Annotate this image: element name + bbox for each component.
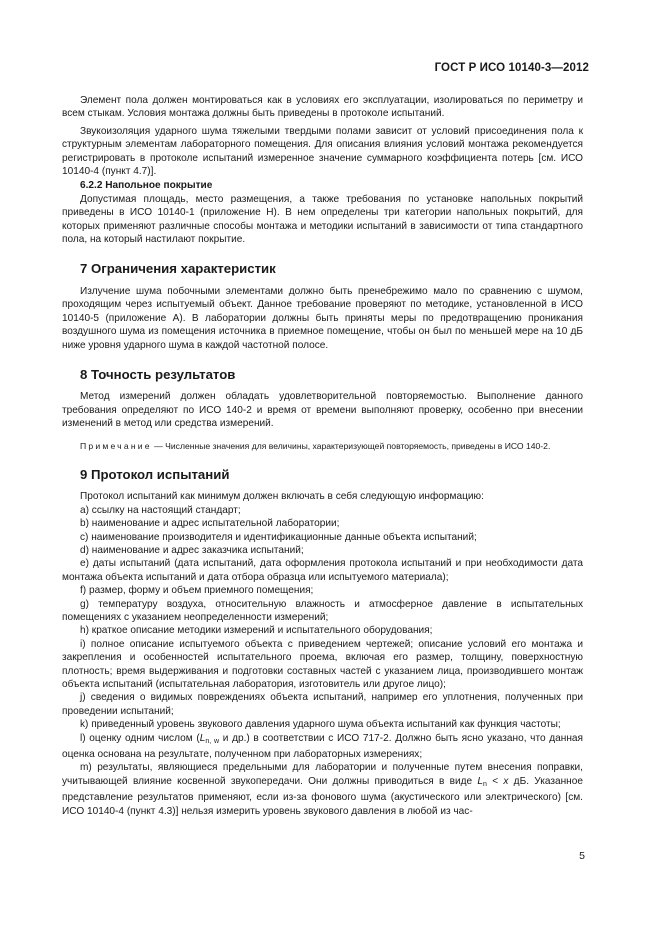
note-label: Примечание	[80, 440, 152, 451]
section-heading-7: 7 Ограничения характеристик	[80, 261, 276, 277]
list-item: k) приведенный уровень звукового давления ударного шума объекта испытаний как функция частоты;	[80, 719, 561, 731]
paragraph: Метод измерений должен обладать удовлетворительной повторяемостью. Выполнение данного требования определяют по ИСО 140-2 и время от времени выполняют проверку, особенно при внесении изменений в метод или средства измерений.	[62, 391, 583, 430]
list-item: a) ссылку на настоящий стандарт;	[80, 504, 241, 516]
list-item: c) наименование производителя и идентификационные данные объекта испытаний;	[80, 531, 477, 543]
list-item: e) даты испытаний (дата испытаний, дата оформления протокола испытаний и при необходимости дата монтажа объекта испытаний и дата отбора образца или испытуемого материала);	[62, 558, 583, 583]
subsection-heading	[80, 179, 583, 192]
paragraph: Элемент пола должен монтироваться как в условиях его эксплуатации, изолироваться по периметру и всем стыкам. Условия монтажа должны быть приведены в протоколе испытаний.	[62, 95, 583, 120]
list-item: m) результаты, являющиеся предельными для лаборатории и полученные путем внесения поправки, учитывающей влияние косвенной звукопередачи. Они должны приводиться в виде $L_n < x$ дБ. Указанное представление результатов применяют, если из-за фонового шума (акустического или электрического) [см. ИСО 10140-4 (пункт 4.3)] нельзя измерить уровень звукового давления в любой из час-	[62, 762, 583, 817]
list-item: b) наименование и адрес испытательной лаборатории;	[80, 518, 340, 530]
note-text: — Численные значения для величины, характеризующей повторяемость, приведены в ИСО 140-2.	[151, 440, 551, 451]
subsection-title: Напольное покрытие	[105, 180, 213, 192]
document-header: ГОСТ Р ИСО 10140-3—2012	[434, 62, 589, 74]
page-number: 5	[579, 850, 585, 862]
paragraph: Излучение шума побочными элементами должно быть пренебрежимо мало по сравнению с шумом, проходящим через испытуемый объект. Данное требование проверяют по методике, установленной в ИСО 10140-5 (приложение А). В лаборатории должны быть приняты меры по предотвращению проникания воздушного шума из помещения источника в приемное помещение, чтобы он был по меньшей мере на 10 дБ ниже уровня ударного шума в каждой частотной полосе.	[62, 285, 583, 351]
section-heading-8: 8 Точность результатов	[80, 366, 236, 382]
list-item: d) наименование и адрес заказчика испытаний;	[80, 544, 304, 556]
list-item: f) размер, форму и объем приемного помещения;	[80, 585, 314, 597]
paragraph: Протокол испытаний как минимум должен включать в себя следующую информацию:	[80, 491, 484, 503]
section-heading-9: 9 Протокол испытаний	[80, 466, 230, 482]
list-item: j) сведения о видимых повреждениях объекта испытаний, например его уплотнения, полученных при проведении испытаний;	[62, 692, 583, 717]
list-item: l) оценку одним числом ($L_{n, w}$ и др.) в соответствии с ИСО 717-2. Должно быть ясно указано, что данная оценка основана на результате, полученном при лабораторных измерениях;	[62, 732, 583, 761]
list-item: i) полное описание испытуемого объекта с приведением чертежей; описание условий его монтажа и закрепления и особенностей испытательного проема, включая его размер, толщину, поверхностную плотность; время выдерживания и подготовки составных частей с указанием лица, производившего монтаж объекта испытаний (испытательная лаборатория, изготовитель или другое лицо);	[62, 638, 583, 691]
list-item: g) температуру воздуха, относительную влажность и атмосферное давление в испытательных помещениях с указанием неопределенности измерений;	[62, 598, 583, 623]
list-item: h) краткое описание методики измерений и испытательного оборудования;	[80, 625, 433, 637]
paragraph: Допустимая площадь, место размещения, а также требования по установке напольных покрытий приведены в ИСО 10140-1 (приложение Н). В нем определены три категории напольных покрытий, для которых применяют различные способы монтажа и методики испытаний в зависимости от типа стандартного пола, на который настилают покрытие.	[62, 193, 583, 246]
subsection-number: 6.2.2	[80, 180, 103, 192]
paragraph: Звукоизоляция ударного шума тяжелыми твердыми полами зависит от условий присоединения пола к структурным элементам лабораторного помещения. Для описания влияния условий монтажа рекомендуется регистрировать в протоколе испытаний измеренное значение суммарного коэффициента потерь [см. ИСО 10140-4 (пункт 4.7)].	[62, 125, 583, 178]
note	[62, 440, 583, 452]
page-content	[62, 94, 583, 818]
